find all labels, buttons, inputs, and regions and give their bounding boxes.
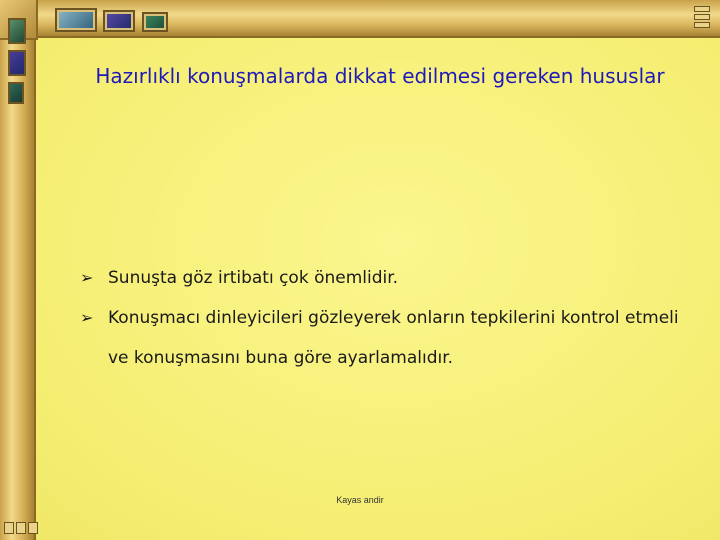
ornament-icon bbox=[694, 22, 710, 28]
decorative-picture-thumbnail bbox=[103, 10, 135, 32]
footer-text: Kayas andir bbox=[336, 495, 384, 505]
left-decorative-frame bbox=[0, 0, 36, 540]
bottom-left-ornament bbox=[4, 522, 38, 534]
top-decorative-frame bbox=[34, 0, 720, 38]
ornament-icon bbox=[694, 6, 710, 12]
decorative-picture-thumbnail bbox=[142, 12, 168, 32]
bullet-item bbox=[80, 258, 680, 298]
top-right-ornament bbox=[694, 6, 712, 30]
decorative-side-thumbnail bbox=[8, 82, 24, 104]
arrow-bullet-icon: ➢ bbox=[80, 308, 94, 327]
ornament-icon bbox=[4, 522, 14, 534]
ornament-icon bbox=[694, 14, 710, 20]
ornament-icon bbox=[16, 522, 26, 534]
decorative-side-thumbnail bbox=[8, 50, 26, 76]
slide-title: Hazırlıklı konuşmalarda dikkat edilmesi gereken hususlar bbox=[95, 64, 665, 88]
ornament-icon bbox=[28, 522, 38, 534]
bullet-text: Sunuşta göz irtibatı çok önemlidir. bbox=[108, 268, 399, 288]
arrow-bullet-icon: ➢ bbox=[80, 268, 94, 287]
bullet-list bbox=[80, 258, 680, 378]
bullet-item bbox=[80, 298, 680, 378]
decorative-side-thumbnail bbox=[8, 18, 26, 44]
bullet-text: Konuşmacı dinleyicileri gözleyerek onların tepkilerini kontrol etmeli ve konuşmasını buna göre ayarlamalıdır. bbox=[108, 308, 679, 368]
decorative-picture-thumbnail bbox=[55, 8, 97, 32]
